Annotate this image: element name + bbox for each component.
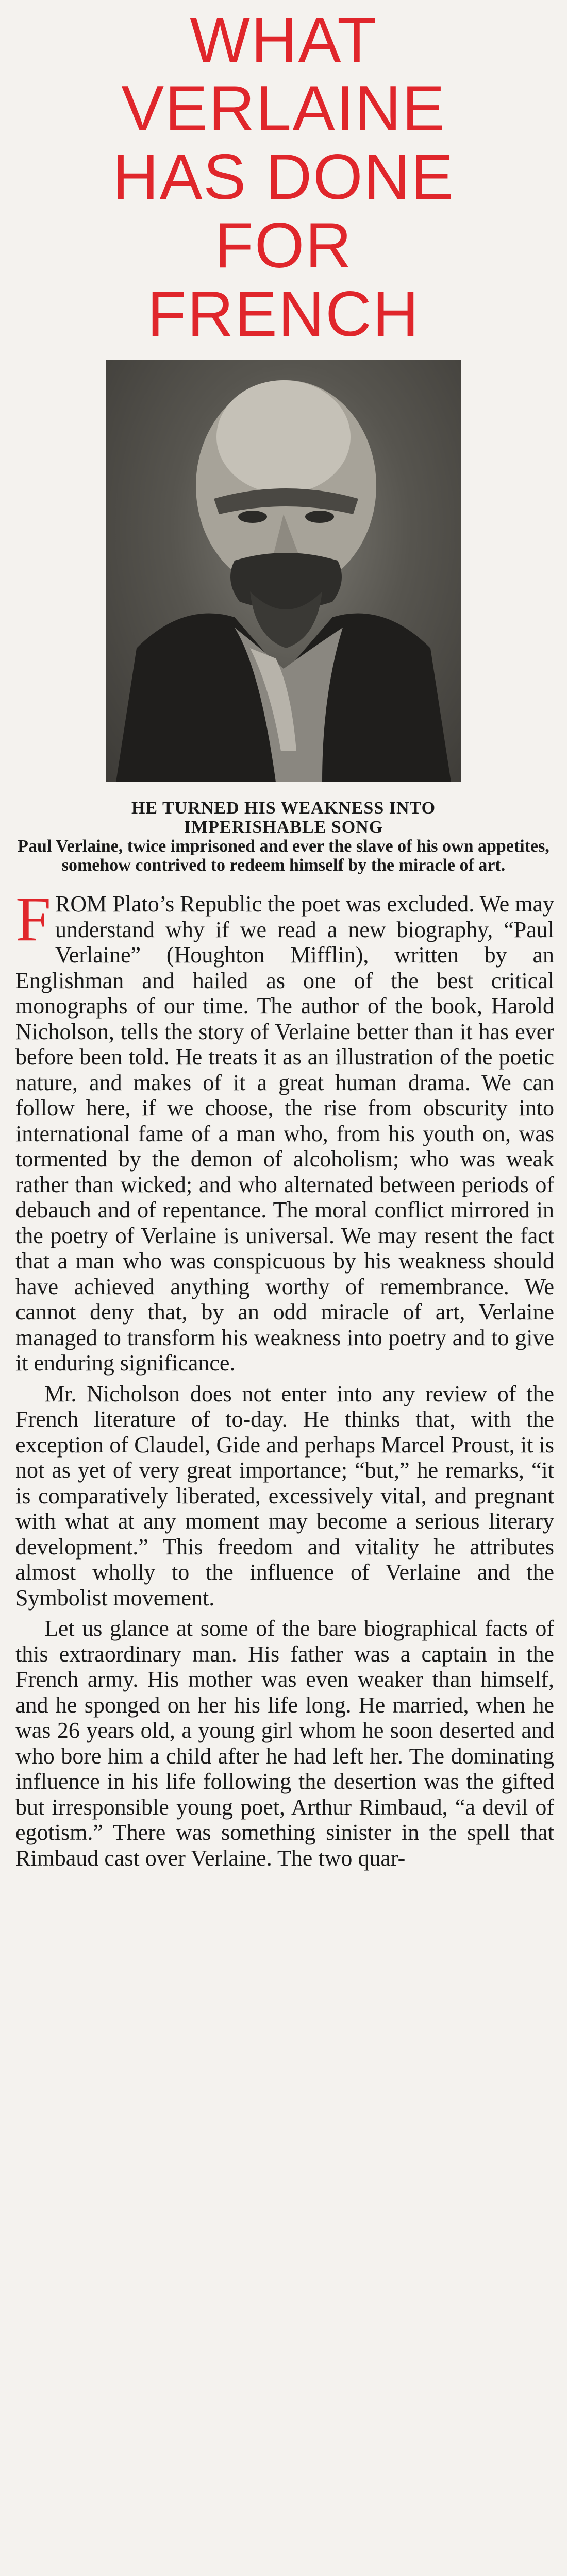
photo-caption [0, 799, 567, 875]
verlaine-portrait-photo [106, 360, 461, 782]
article-body [15, 884, 554, 1876]
article-headline [0, 6, 567, 417]
article-paragraph [15, 884, 554, 1376]
drop-cap: F [15, 884, 51, 954]
headline-line: FRENCH [147, 279, 420, 350]
headline-line: FOR [214, 210, 353, 281]
headline-line: WHAT [190, 5, 377, 76]
article-paragraph: Let us glance at some of the bare biographical facts of this extraordinary man. His father was a captain in the French army. His mother was even weaker than himself, and he sponged on her his life long. He married, when he was 26 years old, a young girl whom he soon deserted and who bore him a child after he had left her. The dominating influence in his life following the desertion was the gifted but irresponsible young poet, Arthur Rimbaud, “a devil of egotism.” There was something sinister in the spell that Rimbaud cast over Verlaine. The two quar- [15, 1616, 554, 1871]
caption-heading-line: HE TURNED HIS WEAKNESS INTO [131, 799, 436, 818]
caption-heading-line: IMPERISHABLE SONG [184, 818, 383, 837]
article-paragraph: Mr. Nicholson does not enter into any review of the French literature of to-day. He thinks that, with the exception of Claudel, Gide and perhaps Marcel Proust, it is not as yet of very great importance; “but,” he remarks, “it is comparatively liberated, excessively vital, and pregnant with what at any moment may become a serious literary development.” This freedom and vitality he attributes almost wholly to the influence of Verlaine and the Symbolist movement. [15, 1381, 554, 1611]
caption-text: Paul Verlaine, twice imprisoned and ever the slave of his own appetites, somehow contrived to redeem himself by the miracle of art. [18, 837, 549, 875]
headline-line: VERLAINE [121, 73, 446, 144]
paragraph-text: ROM Plato’s Republic the poet was excluded. We may understand why if we read a new biography, “Paul Verlaine” (Houghton Mifflin), written by an Englishman and hailed as one of the best critical monographs of our time. The author of the book, Harold Nicholson, tells the story of Verlaine better than it has ever before been told. He treats it as an illustration of the poetic nature, and makes of it a great human drama. We can follow here, if we choose, the rise from obscurity into international fame of a man who, from his youth on, was tormented by the demon of alcoholism; who was weak rather than wicked; and who alternated between periods of debauch and of repentance. The moral conflict mirrored in the poetry of Verlaine is universal. We may resent the fact that a man who was conspicuous by his weakness should have achieved anything worthy of remembrance. We cannot deny that, by an odd miracle of art, Verlaine managed to transform his weakness into poetry and to give it enduring significance. [15, 891, 554, 1376]
portrait-illustration [106, 360, 461, 782]
headline-line: HAS DONE [112, 142, 455, 213]
